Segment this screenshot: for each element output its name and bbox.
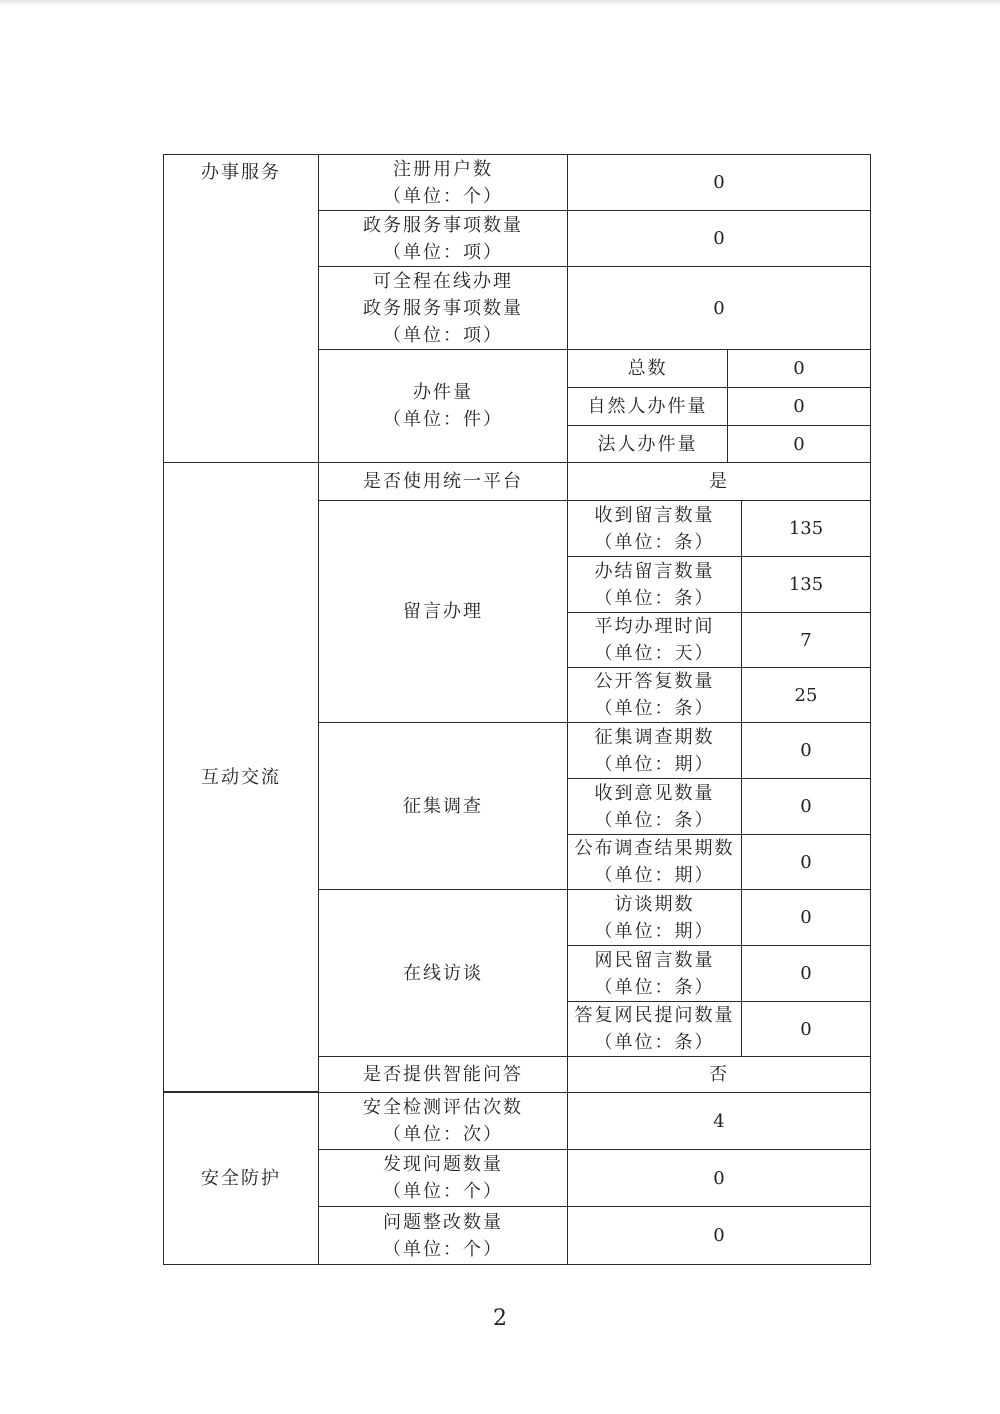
smart-qa-value: 否 [567,1056,871,1093]
service-items-label: 政务服务事项数量 （单位：项） [318,210,568,267]
legal-person-label: 法人办件量 [567,425,728,463]
survey-periods-value: 0 [741,722,871,779]
interview-group: 在线访谈 [318,889,568,1057]
issues-found-label: 发现问题数量 （单位：个） [318,1149,568,1207]
messages-received-label: 收到留言数量 （单位：条） [567,500,742,557]
messages-received-value: 135 [741,500,871,557]
natural-person-value: 0 [727,387,871,426]
assessments-value: 4 [567,1092,871,1150]
page-number: 2 [493,1306,507,1331]
unified-platform-value: 是 [567,462,871,501]
messages-group: 留言办理 [318,500,568,723]
messages-avg-time-label: 平均办理时间 （单位：天） [567,612,742,668]
assessments-label: 安全检测评估次数 （单位：次） [318,1092,568,1150]
issues-fixed-label: 问题整改数量 （单位：个） [318,1206,568,1265]
smart-qa-label: 是否提供智能问答 [318,1056,568,1093]
legal-person-value: 0 [727,425,871,463]
case-total-label: 总数 [567,349,728,388]
interview-messages-value: 0 [741,945,871,1002]
interview-periods-value: 0 [741,889,871,946]
issues-fixed-value: 0 [567,1206,871,1265]
registered-users-label: 注册用户数 （单位：个） [318,154,568,211]
unified-platform-label: 是否使用统一平台 [318,462,568,501]
messages-public-value: 25 [741,667,871,723]
survey-periods-label: 征集调查期数 （单位：期） [567,722,742,779]
survey-group: 征集调查 [318,722,568,890]
natural-person-label: 自然人办件量 [567,387,728,426]
section-service [163,154,319,463]
issues-found-value: 0 [567,1149,871,1207]
survey-results-value: 0 [741,834,871,890]
messages-closed-value: 135 [741,556,871,613]
interview-periods-label: 访谈期数 （单位：期） [567,889,742,946]
registered-users-value: 0 [567,154,871,211]
section-interaction-title: 互动交流 [201,766,281,788]
survey-opinions-label: 收到意见数量 （单位：条） [567,778,742,835]
interview-answered-value: 0 [741,1001,871,1057]
messages-public-label: 公开答复数量 （单位：条） [567,667,742,723]
section-service-title: 办事服务 [201,162,281,183]
online-items-label: 可全程在线办理 政务服务事项数量 （单位：项） [318,266,568,350]
interview-messages-label: 网民留言数量 （单位：条） [567,945,742,1002]
survey-opinions-value: 0 [741,778,871,835]
case-total-value: 0 [727,349,871,388]
interview-answered-label: 答复网民提问数量 （单位：条） [567,1001,742,1057]
survey-results-label: 公布调查结果期数 （单位：期） [567,834,742,890]
case-volume-label: 办件量 （单位：件） [318,349,568,463]
service-items-value: 0 [567,210,871,267]
scan-edge [0,0,1000,6]
section-security [163,1092,319,1265]
messages-avg-time-value: 7 [741,612,871,668]
section-interaction [163,462,319,1092]
section-security-title: 安全防护 [201,1168,281,1189]
messages-closed-label: 办结留言数量 （单位：条） [567,556,742,613]
online-items-value: 0 [567,266,871,350]
